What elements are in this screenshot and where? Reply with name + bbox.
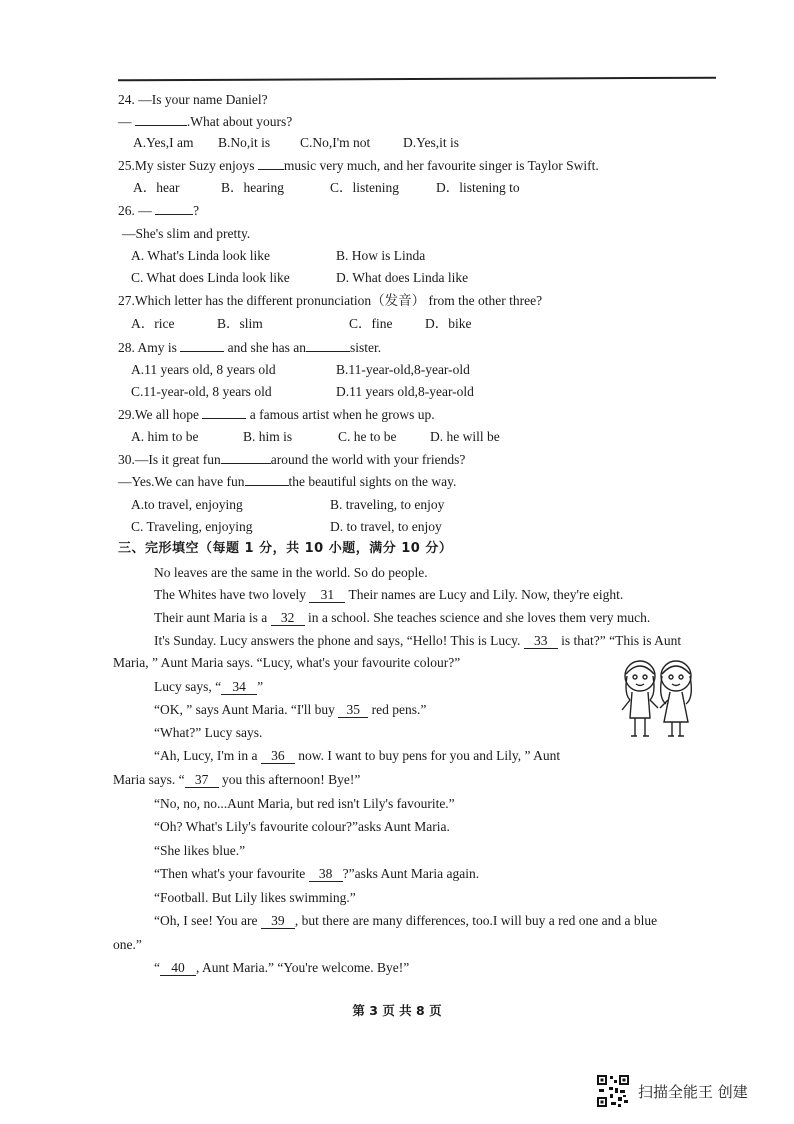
blank-33: 33 — [524, 634, 558, 649]
passage-line: “Oh? What's Lily's favourite colour?”asks Aunt Maria. — [154, 819, 450, 834]
passage-line: Maria, ” Aunt Maria says. “Lucy, what's your favourite colour?” — [113, 655, 461, 670]
passage-line: “ 40 , Aunt Maria.” “You're welcome. Bye!” — [154, 960, 410, 975]
passage-line: Maria says. “ 37 you this afternoon! Bye!” — [113, 772, 361, 787]
q26-option-b: B. How is Linda — [336, 248, 426, 263]
q25-option-c: C．listening — [330, 180, 400, 195]
q29-option-b: B. him is — [243, 429, 293, 444]
q26-option-a: A. What's Linda look like — [131, 248, 271, 263]
blank-37: 37 — [185, 773, 219, 788]
qr-code-icon — [596, 1074, 630, 1108]
q29-option-c: C. he to be — [338, 429, 397, 444]
q30-option-b: B. traveling, to enjoy — [330, 497, 445, 512]
q24-option-d: D.Yes,it is — [403, 135, 460, 150]
q29-option-a: A. him to be — [131, 429, 199, 444]
q28-stem: 28. Amy is and she has an sister. — [118, 340, 382, 355]
q24-option-b: B.No,it is — [218, 135, 271, 150]
q26-option-d: D. What does Linda like — [336, 270, 469, 285]
passage-line: Lucy says, “ 34 ” — [154, 679, 264, 694]
passage-line: one.” — [113, 937, 142, 952]
blank-36: 36 — [261, 749, 295, 764]
q27-option-c: C．fine — [349, 316, 393, 331]
q30-option-a: A.to travel, enjoying — [131, 497, 243, 512]
passage-line: It's Sunday. Lucy answers the phone and says, “Hello! This is Lucy. 33 is that?” “This is Aunt — [154, 633, 682, 648]
passage-line: “No, no, no...Aunt Maria, but red isn't Lily's favourite.” — [154, 796, 455, 811]
blank-38: 38 — [309, 867, 343, 882]
q24-option-a: A.Yes,I am — [133, 135, 194, 150]
q28-option-c: C.11-year-old, 8 years old — [131, 384, 272, 399]
passage-line: The Whites have two lovely 31 Their names are Lucy and Lily. Now, they're eight. — [154, 587, 624, 602]
q30-option-d: D. to travel, to enjoy — [330, 519, 442, 534]
q26-reply: —She's slim and pretty. — [122, 226, 251, 241]
q27-option-a: A．rice — [131, 316, 175, 331]
q25-option-d: D．listening to — [436, 180, 520, 195]
q30-stem: 30.—Is it great fun around the world with your friends? — [118, 452, 466, 467]
q25-option-a: A．hear — [133, 180, 180, 195]
q27-option-d: D．bike — [425, 316, 472, 331]
blank-39: 39 — [261, 914, 295, 929]
q26-option-c: C. What does Linda look like — [131, 270, 290, 285]
q25-stem: 25.My sister Suzy enjoys music very much, and her favourite singer is Taylor Swift. — [118, 158, 599, 173]
scanner-watermark — [596, 1074, 748, 1108]
page-number: 第 3 页 共 8 页 — [352, 1003, 442, 1018]
q24-stem: 24. —Is your name Daniel? — [118, 92, 268, 107]
passage-line: “Football. But Lily likes swimming.” — [154, 890, 356, 905]
blank-31: 31 — [309, 588, 345, 603]
q29-stem: 29.We all hope a famous artist when he grows up. — [118, 407, 435, 422]
q28-option-b: B.11-year-old,8-year-old — [336, 362, 470, 377]
passage-line: “She likes blue.” — [154, 843, 246, 858]
q26-stem: 26. — ? — [118, 203, 200, 218]
q29-option-d: D. he will be — [430, 429, 500, 444]
blank-35: 35 — [338, 703, 368, 718]
blank-40: 40 — [160, 961, 196, 976]
q28-option-a: A.11 years old, 8 years old — [131, 362, 276, 377]
passage-line: “OK, ” says Aunt Maria. “I'll buy 35 red pens.” — [154, 702, 427, 717]
q30-option-c: C. Traveling, enjoying — [131, 519, 253, 534]
section-heading: 三、完形填空（每题 1 分，共 10 小题，满分 10 分） — [118, 541, 453, 556]
scanner-label: 扫描全能王 创建 — [638, 1082, 748, 1101]
q24-answer-line: — .What about yours? — [118, 114, 293, 129]
top-divider — [118, 77, 716, 82]
two-girls-illustration-icon — [618, 654, 700, 744]
blank-34: 34 — [221, 680, 257, 695]
q25-option-b: B．hearing — [221, 180, 284, 195]
q27-option-b: B．slim — [217, 316, 263, 331]
passage-line: “Oh, I see! You are 39 , but there are many differences, too.I will buy a red one and a blue — [154, 913, 658, 928]
q24-option-c: C.No,I'm not — [300, 135, 371, 150]
blank-32: 32 — [271, 611, 305, 626]
q27-stem: 27.Which letter has the different pronunciation（发音） from the other three? — [118, 293, 543, 308]
passage-line: Their aunt Maria is a 32 in a school. She teaches science and she loves them very much. — [154, 610, 651, 625]
q28-option-d: D.11 years old,8-year-old — [336, 384, 474, 399]
passage-line: “Then what's your favourite 38 ?”asks Aunt Maria again. — [154, 866, 480, 881]
passage-line: “What?” Lucy says. — [154, 725, 263, 740]
passage-line: No leaves are the same in the world. So do people. — [154, 565, 428, 580]
passage-line: “Ah, Lucy, I'm in a 36 now. I want to buy pens for you and Lily, ” Aunt — [154, 748, 561, 763]
q30-reply: —Yes.We can have fun the beautiful sights on the way. — [118, 474, 457, 489]
